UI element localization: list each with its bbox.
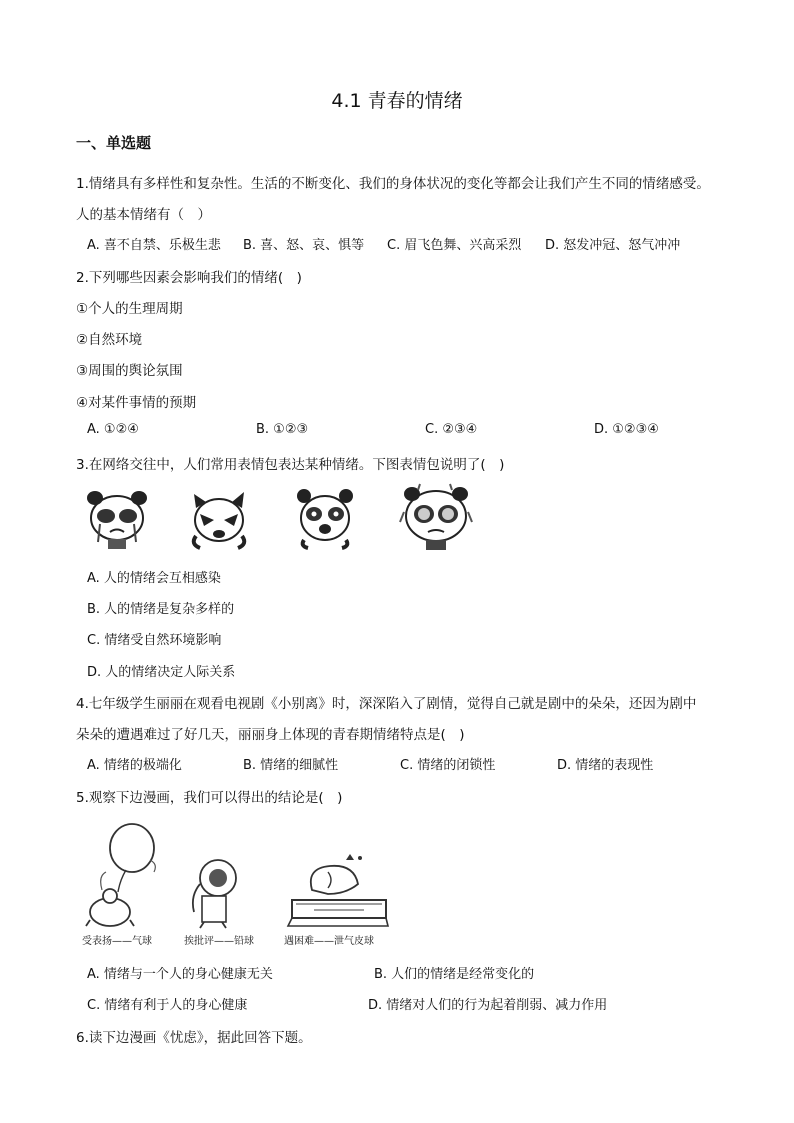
panda-sweating-icon xyxy=(398,482,474,552)
q5-caption-praise: 受表扬——气球 xyxy=(82,936,152,947)
balloon-cartoon-illustration xyxy=(80,820,170,928)
q5-option-b[interactable]: B. 人们的情绪是经常变化的 xyxy=(374,967,535,982)
q5-caption-difficulty: 遇困难——泄气皮球 xyxy=(284,936,374,947)
q5-caption-criticism: 挨批评——铅球 xyxy=(184,936,254,947)
q4-option-b[interactable]: B. 情绪的细腻性 xyxy=(243,758,339,773)
q1-option-a[interactable]: A. 喜不自禁、乐极生悲 xyxy=(87,238,221,253)
q5-option-c[interactable]: C. 情绪有利于人的身心健康 xyxy=(87,998,248,1013)
page-title: 4.1 青春的情绪 xyxy=(331,90,463,112)
q1-option-d[interactable]: D. 怒发冲冠、怒气冲冲 xyxy=(545,238,681,253)
q3-option-c[interactable]: C. 情绪受自然环境影响 xyxy=(87,633,222,648)
q2-item-1: ①个人的生理周期 xyxy=(76,301,183,317)
q4-stem-line1: 4.七年级学生丽丽在观看电视剧《小别离》时，深深陷入了剧情，觉得自己就是剧中的朵朵，还因为剧中 xyxy=(76,696,697,712)
q2-option-d[interactable]: D. ①②③④ xyxy=(594,422,659,437)
q2-option-b[interactable]: B. ①②③ xyxy=(256,422,309,437)
section-heading: 一、单选题 xyxy=(76,134,152,152)
q1-option-b[interactable]: B. 喜、怒、哀、惧等 xyxy=(243,238,365,253)
q2-item-4: ④对某件事情的预期 xyxy=(76,395,197,411)
panda-crying-icon xyxy=(82,484,152,550)
q2-stem: 2.下列哪些因素会影响我们的情绪( ) xyxy=(76,270,302,286)
q3-option-d[interactable]: D. 人的情绪决定人际关系 xyxy=(87,665,236,680)
q2-option-c[interactable]: C. ②③④ xyxy=(425,422,478,437)
q1-option-c[interactable]: C. 眉飞色舞、兴高采烈 xyxy=(387,238,522,253)
panda-angry-icon xyxy=(186,484,252,550)
q3-option-b[interactable]: B. 人的情绪是复杂多样的 xyxy=(87,602,235,617)
q5-stem: 5.观察下边漫画，我们可以得出的结论是( ) xyxy=(76,790,343,806)
q1-stem-line2: 人的基本情绪有（ ） xyxy=(76,207,211,223)
q2-item-2: ②自然环境 xyxy=(76,332,143,348)
panda-happy-icon xyxy=(292,484,358,550)
q3-stem: 3.在网络交往中，人们常用表情包表达某种情绪。下图表情包说明了( ) xyxy=(76,457,505,473)
q1-stem-line1: 1.情绪具有多样性和复杂性。生活的不断变化、我们的身体状况的变化等都会让我们产生不同的情绪感受。 xyxy=(76,176,710,192)
deflated-ball-cartoon-illustration xyxy=(284,850,392,930)
q4-option-a[interactable]: A. 情绪的极端化 xyxy=(87,758,182,773)
q5-option-d[interactable]: D. 情绪对人们的行为起着削弱、减力作用 xyxy=(368,998,608,1013)
q2-item-3: ③周围的舆论氛围 xyxy=(76,363,183,379)
q2-option-a[interactable]: A. ①②④ xyxy=(87,422,139,437)
q4-option-c[interactable]: C. 情绪的闭锁性 xyxy=(400,758,496,773)
q3-option-a[interactable]: A. 人的情绪会互相感染 xyxy=(87,571,221,586)
q6-stem: 6.读下边漫画《忧虑》，据此回答下题。 xyxy=(76,1030,312,1046)
q5-option-a[interactable]: A. 情绪与一个人的身心健康无关 xyxy=(87,967,273,982)
shotput-cartoon-illustration xyxy=(180,856,250,930)
q4-stem-line2: 朵朵的遭遇难过了好几天，丽丽身上体现的青春期情绪特点是( ) xyxy=(76,727,465,743)
q4-option-d[interactable]: D. 情绪的表现性 xyxy=(557,758,654,773)
